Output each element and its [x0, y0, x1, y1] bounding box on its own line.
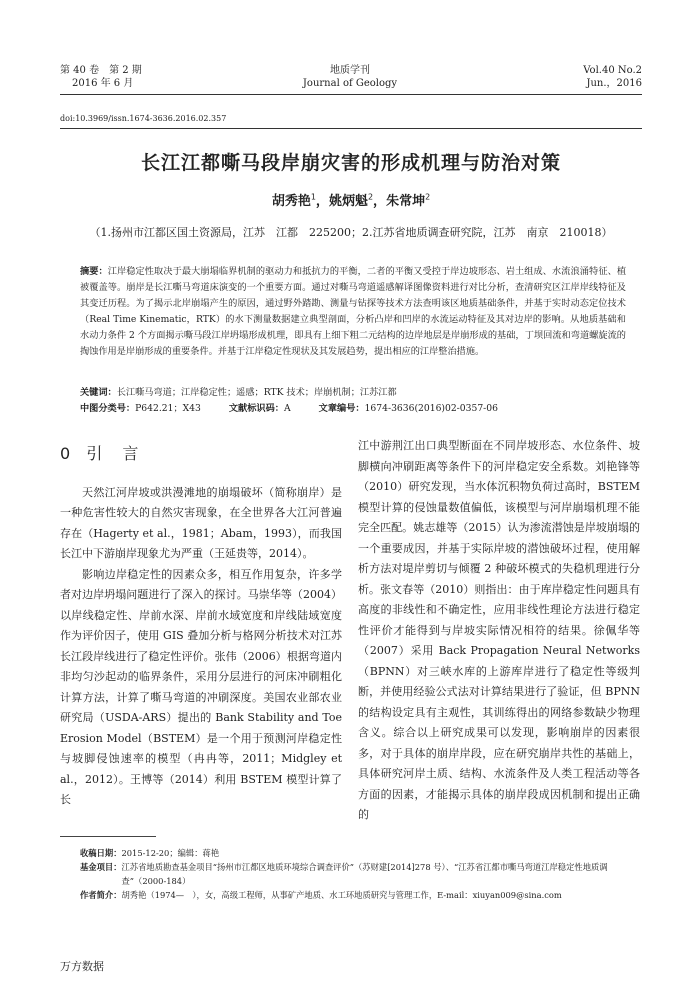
- article-title: 长江江都嘶马段岸崩灾害的形成机理与防治对策: [140, 152, 561, 174]
- right-column: [358, 436, 640, 826]
- author-separator: ，: [315, 194, 329, 209]
- section-number: 0: [60, 444, 73, 463]
- author-affil-mark: 2: [367, 192, 374, 202]
- clc-value: P642.21；X43: [135, 403, 201, 414]
- doc-code-label: 文献标识码：: [228, 403, 284, 414]
- author-name: 胡秀艳: [271, 194, 311, 209]
- section-heading: [60, 444, 342, 465]
- footnote-text: 胡秀艳（1974— ），女，高级工程师，从事矿产地质、水工环地质研究与管理工作，E-mail：xiuyan009@sina.com: [121, 890, 562, 900]
- footnote-text: 2015-12-20；编辑：蒋艳: [121, 848, 220, 858]
- footnote-received: [80, 846, 640, 860]
- footnote-author: [80, 888, 640, 902]
- header-volume-en-block: [583, 64, 642, 90]
- header-volume-cn: 第 40 卷 第 2 期: [60, 65, 142, 76]
- footnote-rule: [60, 836, 156, 837]
- header-volume-en: Vol.40 No.2: [583, 65, 642, 76]
- author-separator: ，: [373, 194, 387, 209]
- author-list: [60, 190, 642, 209]
- doc-code-value: A: [284, 403, 291, 414]
- author-name: 姚炳魁: [328, 194, 368, 209]
- doi-rule: [60, 128, 642, 129]
- paragraph: 江中游荆江出口典型断面在不同岸坡形态、水位条件、坡脚横向冲刷距离等条件下的河岸稳定安全系数。刘艳锋等（2010）研究发现，当水体沉积物负荷过高时，BSTEM 模型计算的侵蚀量数值偏低，该模型与河岸崩塌机理不能完全匹配。姚志雄等（2015）认为渗流潜蚀是岸坡崩塌的一个重要成因，并基于实际岸坡的潜蚀破坏过程，使用解析方法对堤岸剪切与倾覆 2 种破坏模式的失稳机理进行分析。张文春等（2010）则指出：由于库岸稳定性问题具有高度的非线性和不确定性，应用非线性理论方法进行稳定性评价才能得到与岸坡实际情况相符的结果。徐佩华等（2007）采用 Back Propagation Neural Networks（BPNN）对三峡水库的上游库岸进行了稳定性等级判断，并使用经验公式法对计算结果进行了验证，但 BPNN 的结构设定具有主观性，其训练得出的网络参数缺少物理含义。综合以上研究成果可以发现，影响崩岸的因素很多，对于具体的崩岸岸段，应在研究崩岸共性的基础上，具体研究河岸土质、结构、水流条件及人类工程活动等各方面的因素，才能揭示具体的崩岸段成因机制和提出正确的: [358, 439, 640, 821]
- article-id-label: 文章编号：: [318, 403, 365, 414]
- keywords-label: 关键词：: [80, 387, 117, 398]
- section-title: 引 言: [86, 444, 141, 463]
- header-journal-en: Journal of Geology: [302, 78, 398, 89]
- watermark: 万方数据: [60, 960, 104, 973]
- author-affil-mark: 2: [425, 192, 431, 202]
- paragraph: 天然江河岸坡或洪漫滩地的崩塌破坏（简称崩岸）是一种危害性较大的自然灾害现象，在全世界各大江河普遍存在（Hagerty et al.，1981；Abam，1993），而我国长江中下游崩岸现象尤为严重（王延贵等，2014）。: [60, 485, 342, 560]
- header-rule: [60, 94, 642, 95]
- classification: [80, 402, 626, 416]
- header-volume: [60, 64, 142, 90]
- doi: doi:10.3969/issn.1674-3636.2016.02.357: [60, 114, 227, 123]
- keywords-text: 长江嘶马弯道；江岸稳定性；遥感；RTK 技术；岸崩机制；江苏江都: [116, 387, 397, 398]
- header-date-cn: 2016 年 6 月: [72, 78, 134, 89]
- author-name: 朱常坤: [386, 194, 426, 209]
- footnotes: [80, 846, 640, 902]
- keywords: [80, 386, 626, 400]
- footnote-fund: [80, 860, 640, 888]
- article-id-value: 1674-3636(2016)02-0357-06: [364, 403, 498, 414]
- footnote-text: 江苏省地质勘查基金项目“扬州市江都区地质环境综合调查评价”（苏财建[2014]278 号）、“江苏省江都市嘶马弯道江岸稳定性地质调查”（2000-184）: [121, 862, 608, 886]
- author-affil-mark: 1: [310, 192, 316, 202]
- header-journal-cn: 地质学刊: [330, 65, 370, 76]
- paragraph: 影响边岸稳定性的因素众多，相互作用复杂，许多学者对边岸坍塌问题进行了深入的探讨。马崇华等（2004）以岸线稳定性、岸前水深、岸前水域宽度和岸线陆域宽度作为评价因子，使用 GIS 叠加分析与格网分析技术对江苏长江段岸线进行了稳定性评价。张伟（2006）根据弯道内非均匀沙起动的临界条件，采用分层进行的河床冲刷粗化计算方法，计算了嘶马弯道的冲刷深度。美国农业部农业研究局（USDA-ARS）提出的 Bank Stability and Toe Erosion Model（BSTEM）是一个用于预测河岸稳定性与坡脚侵蚀速率的模型（冉冉等，2011；Midgley et al.，2012）。王博等（2014）利用 BSTEM 模型计算了长: [60, 567, 342, 806]
- clc-label: 中图分类号：: [80, 403, 136, 414]
- footnote-label: 作者简介：: [80, 890, 122, 900]
- header-journal: [250, 64, 450, 90]
- footnote-label: 收稿日期：: [80, 848, 122, 858]
- left-column: [60, 432, 342, 811]
- header-date-en: Jun.，2016: [586, 78, 642, 89]
- abstract-text: 江岸稳定性取决于最大崩塌临界机制的驱动力和抵抗力的平衡，二者的平衡又受控于岸边坡形态、岩土组成、水流浪涌特征、植被覆盖等。崩岸是长江嘶马弯道床演变的一个重要方面。通过对嘶马弯道遥感解译图像资料进行对比分析，查清研究区江岸岸线特征及其变迁历程。为了揭示北岸崩塌产生的原因，通过野外踏勘、测量与钻探等技术方法查明该区地质基础条件，并基于实时动态定位技术（Real Time Kinematic，RTK）的水下测量数据建立典型剖面，分析凸岸和凹岸的水流运动特征及其对边岸的影响。从地质基础和水动力条件 2 个方面揭示嘶马段江岸坍塌形成机理，即具有上细下粗二元结构的边岸地层是岸崩形成的基础，丁坝回流和弯道螺旋流的掏蚀作用是岸崩形成的重要条件。并基于江岸稳定性现状及其发展趋势，提出相应的江岸整治措施。: [80, 266, 627, 357]
- abstract-label: 摘要：: [80, 266, 108, 277]
- affiliation: （1.扬州市江都区国土资源局，江苏 江都 225200；2.江苏省地质调查研究院，江苏 南京 210018）: [89, 226, 613, 239]
- abstract: [80, 264, 626, 360]
- footnote-label: 基金项目：: [80, 862, 122, 872]
